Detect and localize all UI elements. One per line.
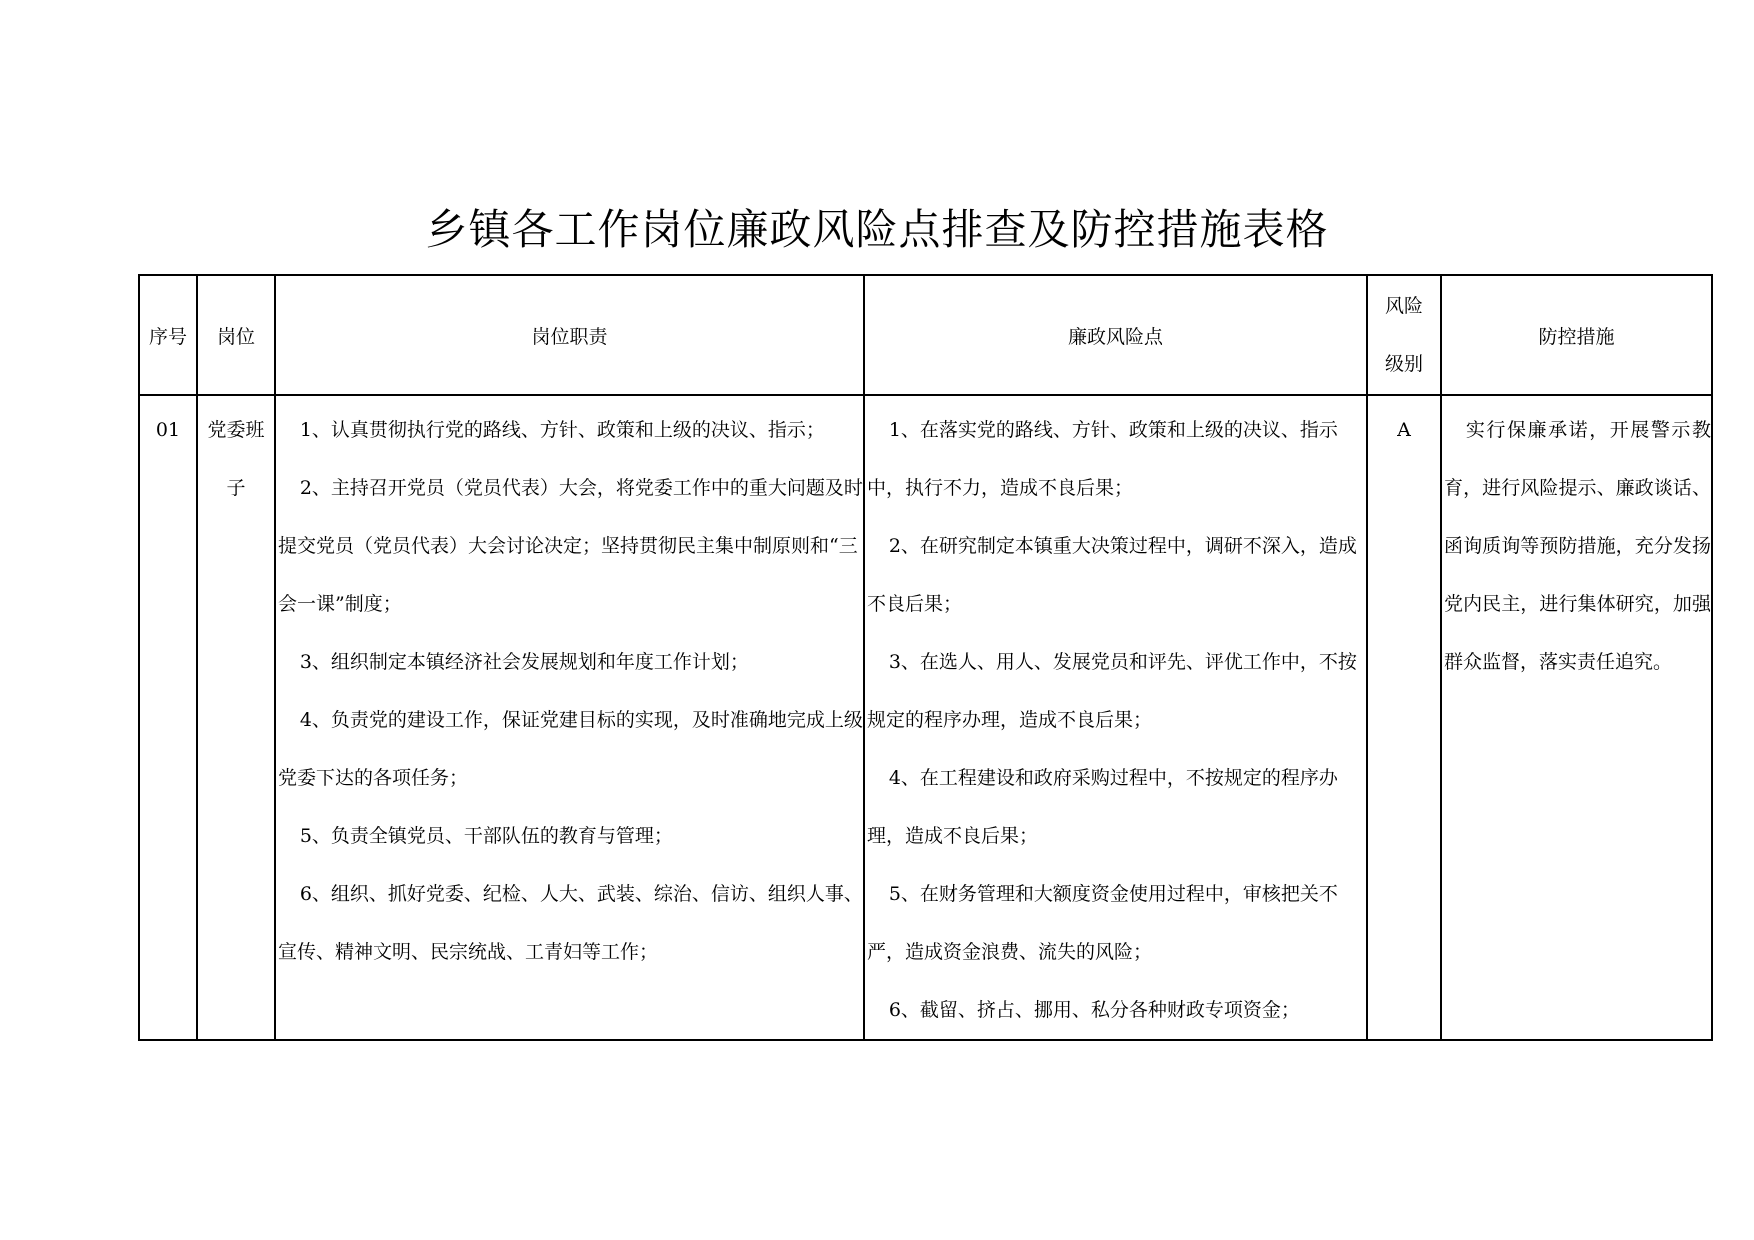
- duty-item: 4、负责党的建设工作，保证党建目标的实现，及时准确地完成上级党委下达的各项任务；: [278, 709, 863, 789]
- risk-item: 6、截留、挤占、挪用、私分各种财政专项资金；: [888, 999, 1300, 1021]
- header-post: 岗位: [197, 275, 275, 395]
- row-measure: 实行保廉承诺，开展警示教育，进行风险提示、廉政谈话、函询质询等预防措施，充分发扬党内民主，进行集体研究，加强群众监督，落实责任追究。: [1444, 419, 1711, 673]
- header-level: [1367, 275, 1441, 395]
- duty-item: 6、组织、抓好党委、纪检、人大、武装、综治、信访、组织人事、宣传、精神文明、民宗统战、工青妇等工作；: [278, 883, 863, 963]
- risk-list: [865, 396, 1366, 1039]
- duty-item: 5、负责全镇党员、干部队伍的教育与管理；: [299, 825, 673, 847]
- page-title: 乡镇各工作岗位廉政风险点排查及防控措施表格: [425, 205, 1329, 254]
- duty-item: 1、认真贯彻执行党的路线、方针、政策和上级的决议、指示；: [299, 419, 825, 441]
- risk-item: 3、在选人、用人、发展党员和评先、评优工作中，不按规定的程序办理，造成不良后果；: [867, 651, 1357, 731]
- risk-item: 4、在工程建设和政府采购过程中，不按规定的程序办理，造成不良后果；: [867, 767, 1338, 847]
- table-row: [139, 395, 1712, 1040]
- cell-duty: [275, 395, 864, 1040]
- header-risk: 廉政风险点: [864, 275, 1367, 395]
- cell-risk: [864, 395, 1367, 1040]
- risk-item: 2、在研究制定本镇重大决策过程中，调研不深入，造成不良后果；: [867, 535, 1357, 615]
- cell-level: [1367, 395, 1441, 1040]
- header-level-line1: 风险: [1384, 295, 1423, 317]
- risk-table: [138, 274, 1713, 1041]
- row-num: 01: [155, 419, 181, 441]
- duty-list: [276, 396, 863, 981]
- table-header-row: [139, 275, 1712, 395]
- risk-item: 5、在财务管理和大额度资金使用过程中，审核把关不严，造成资金浪费、流失的风险；: [867, 883, 1338, 963]
- cell-post: [197, 395, 275, 1040]
- header-num: 序号: [139, 275, 197, 395]
- row-post: 党委班子: [207, 419, 265, 499]
- header-level-line2: 级别: [1384, 353, 1423, 375]
- row-level: A: [1397, 419, 1411, 441]
- cell-num: [139, 395, 197, 1040]
- header-measure: 防控措施: [1441, 275, 1712, 395]
- risk-item: 1、在落实党的路线、方针、政策和上级的决议、指示中，执行不力，造成不良后果；: [867, 419, 1338, 499]
- header-duty: 岗位职责: [275, 275, 864, 395]
- cell-measure: [1441, 395, 1712, 1040]
- duty-item: 2、主持召开党员（党员代表）大会，将党委工作中的重大问题及时提交党员（党员代表）大会讨论决定；坚持贯彻民主集中制原则和“三会一课”制度；: [278, 477, 863, 615]
- duty-item: 3、组织制定本镇经济社会发展规划和年度工作计划；: [299, 651, 749, 673]
